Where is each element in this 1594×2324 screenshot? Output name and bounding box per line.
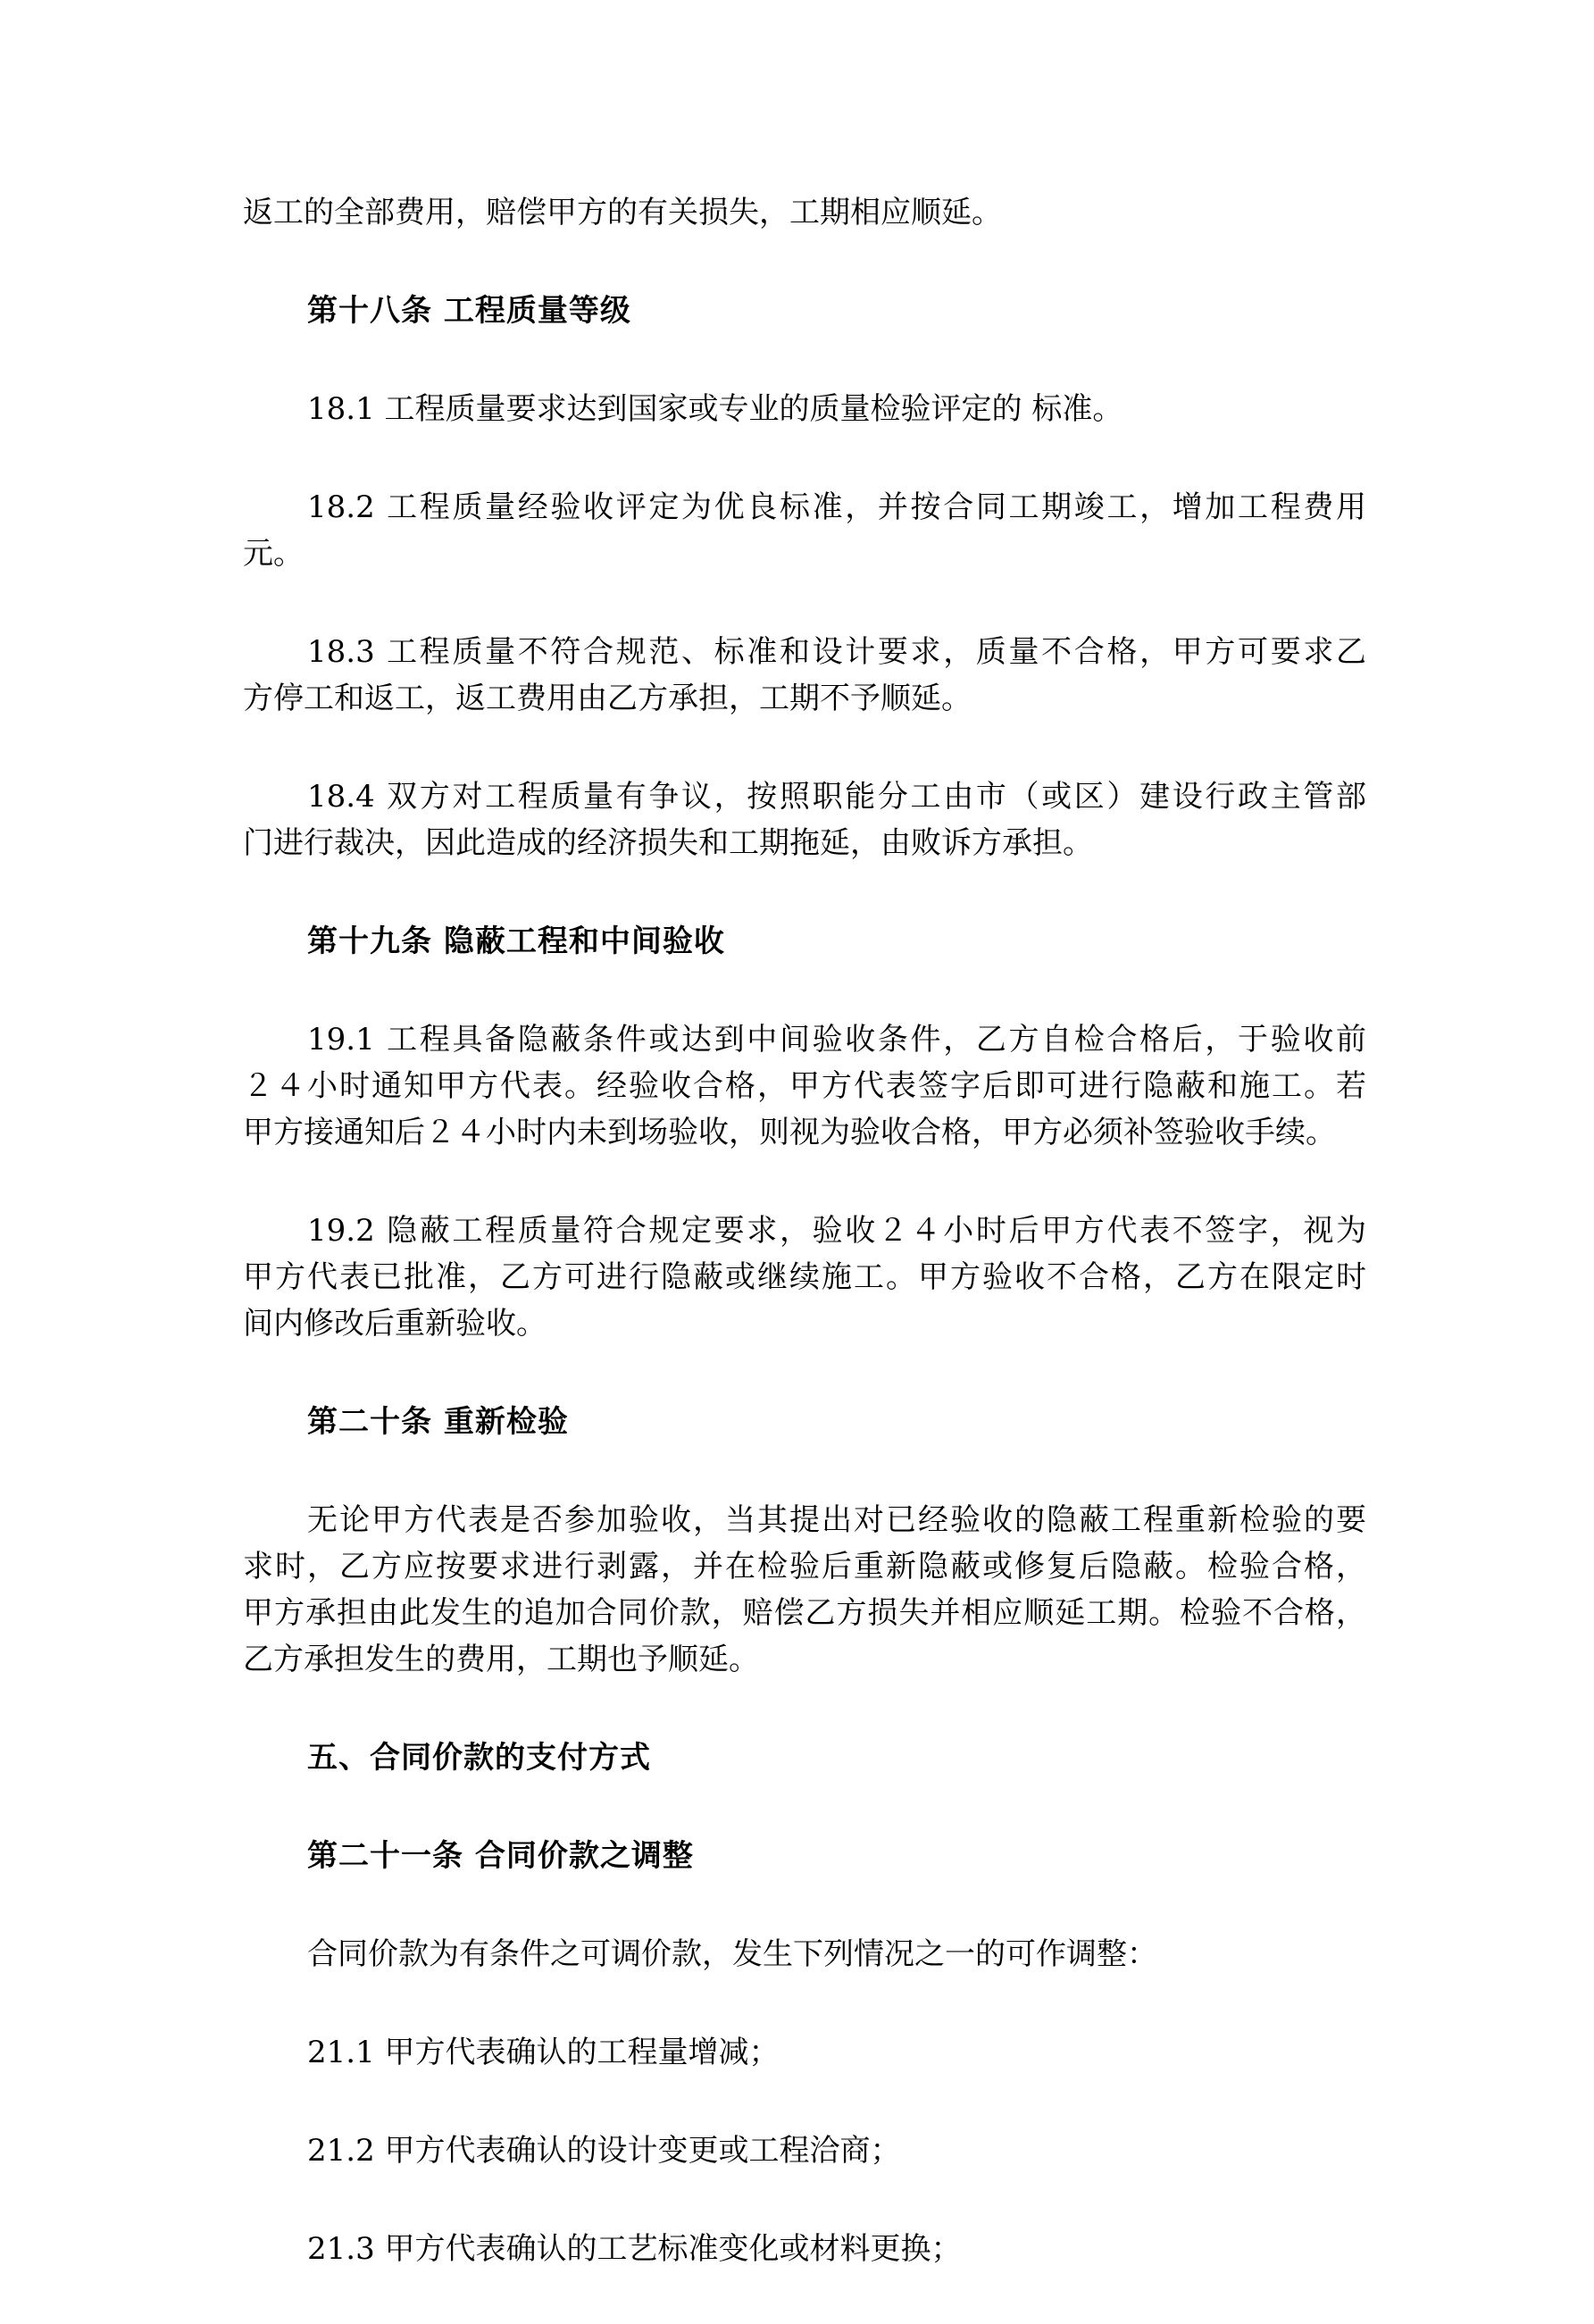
paragraph <box>243 629 1366 722</box>
paragraph-line: 门进行裁决，因此造成的经济损失和工期拖延，由败诉方承担。 <box>243 825 1093 861</box>
paragraph-line: 间内修改后重新验收。 <box>243 1306 547 1342</box>
paragraph-line: 返工的全部费用，赔偿甲方的有关损失，工期相应顺延。 <box>243 195 1002 230</box>
paragraph-line: 方停工和返工，返工费用由乙方承担，工期不予顺延。 <box>243 681 972 716</box>
paragraph-line: 21.1 甲方代表确认的工程量增减； <box>307 2035 780 2070</box>
paragraph-line: 甲方承担由此发生的追加合同价款，赔偿乙方损失并相应顺延工期。检验不合格， <box>243 1595 1366 1631</box>
section-heading: 第二十条 重新检验 <box>307 1404 569 1440</box>
paragraph-line: 18.4 双方对工程质量有争议，按照职能分工由市（或区）建设行政主管部 <box>307 779 1366 815</box>
paragraph-line: ２４小时通知甲方代表。经验收合格，甲方代表签字后即可进行隐蔽和施工。若 <box>243 1068 1366 1104</box>
paragraph <box>243 189 1366 236</box>
section-heading: 第二十一条 合同价款之调整 <box>307 1838 694 1874</box>
section-heading: 第十九条 隐蔽工程和中间验收 <box>307 924 725 959</box>
paragraph-line: 甲方代表已批准，乙方可进行隐蔽或继续施工。甲方验收不合格，乙方在限定时 <box>243 1259 1366 1295</box>
paragraph-line: 元。 <box>243 536 304 572</box>
paragraph-line: 18.3 工程质量不符合规范、标准和设计要求，质量不合格，甲方可要求乙 <box>307 634 1366 670</box>
paragraph <box>243 386 1366 432</box>
paragraph-line: 合同价款为有条件之可调价款，发生下列情况之一的可作调整： <box>307 1936 1157 1972</box>
paragraph-line: 乙方承担发生的费用，工期也予顺延。 <box>243 1642 759 1677</box>
paragraph <box>243 1931 1366 1977</box>
paragraph <box>243 2029 1366 2076</box>
paragraph-line: 19.2 隐蔽工程质量符合规定要求，验收２４小时后甲方代表不签字，视为 <box>307 1213 1366 1249</box>
paragraph-line: 求时，乙方应按要求进行剥露，并在检验后重新隐蔽或修复后隐蔽。检验合格， <box>243 1549 1366 1584</box>
paragraph <box>243 2226 1366 2272</box>
paragraph <box>243 484 1366 577</box>
paragraph-line: 无论甲方代表是否参加验收，当其提出对已经验收的隐蔽工程重新检验的要 <box>307 1502 1366 1538</box>
paragraph-line: 19.1 工程具备隐蔽条件或达到中间验收条件，乙方自检合格后，于验收前 <box>307 1022 1366 1058</box>
section-heading: 五、合同价款的支付方式 <box>307 1740 651 1776</box>
section-heading: 第十八条 工程质量等级 <box>307 293 631 329</box>
paragraph-line: 18.2 工程质量经验收评定为优良标准，并按合同工期竣工，增加工程费用 <box>307 489 1366 525</box>
paragraph <box>243 1497 1366 1683</box>
paragraph-line: 21.2 甲方代表确认的设计变更或工程洽商； <box>307 2133 901 2169</box>
paragraph-line: 甲方接通知后２４小时内未到场验收，则视为验收合格，甲方必须补签验收手续。 <box>243 1115 1336 1150</box>
document-page <box>243 189 1366 2324</box>
paragraph <box>243 2128 1366 2174</box>
paragraph <box>243 1208 1366 1347</box>
paragraph-line: 21.3 甲方代表确认的工艺标准变化或材料更换； <box>307 2231 962 2267</box>
paragraph <box>243 1016 1366 1156</box>
paragraph-line: 18.1 工程质量要求达到国家或专业的质量检验评定的 标准。 <box>307 391 1123 427</box>
paragraph <box>243 773 1366 866</box>
